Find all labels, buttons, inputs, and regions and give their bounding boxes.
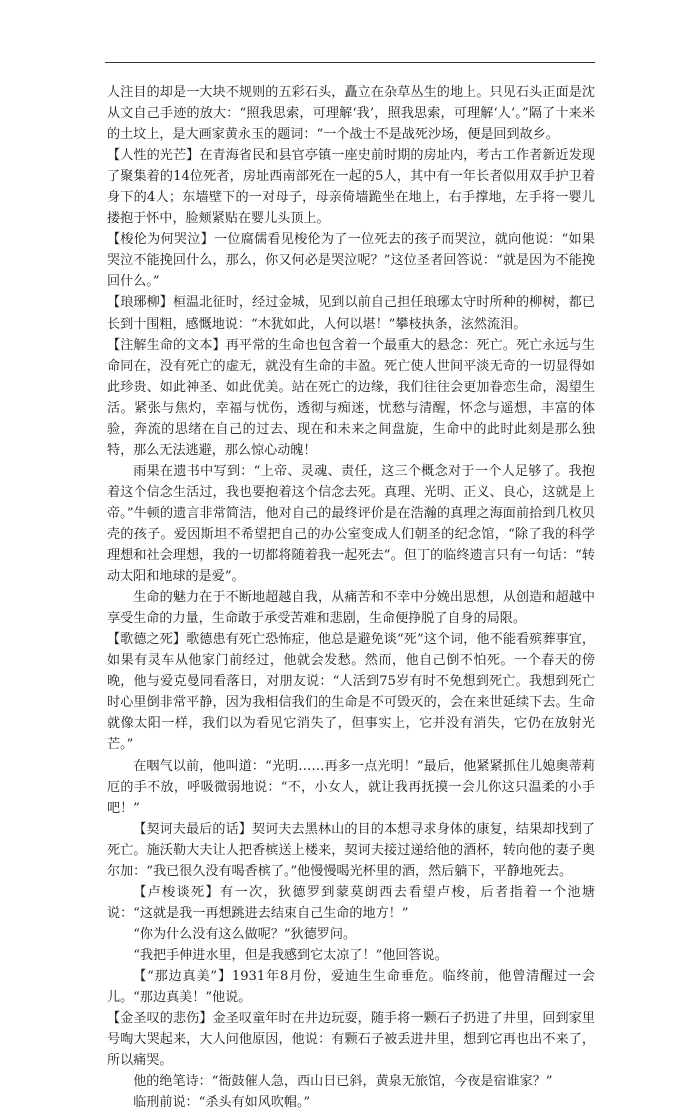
paragraph-langya-willow: 【琅琊柳】桓温北征时，经过金城，见到以前自己担任琅琊太守时所种的柳树，都已长到十围粗，感慨地说：“木犹如此，人何以堪！”攀枝执条，泫然流泪。	[107, 295, 595, 332]
body-text	[107, 82, 595, 1113]
paragraph-execution-words: 临刑前说：“杀头有如风吹帽。”	[133, 1095, 311, 1111]
paragraph-diderot-question: “你为什么没有这么做呢？”狄德罗问。	[133, 926, 357, 942]
paragraph-goethe-last-words: 在咽气以前，他叫道：“光明……再多一点光明！”最后，他紧紧抓住儿媳奥蒂莉厄的手不放，呼吸微弱地说：“不，小女人，就让我再抚摸一会儿你这只温柔的小手吧！”	[107, 758, 595, 816]
paragraph-rousseau-answer: “我把手伸进水里，但是我感到它太凉了！”他回答说。	[133, 947, 448, 963]
paragraph-last-poem: 他的绝笔诗：“衙鼓催人急，西山日已斜，黄泉无旅馆，今夜是宿谁家？”	[133, 1074, 553, 1090]
paragraph-hugo-will: 雨果在遗书中写到：“上帝、灵魂、责任，这三个概念对于一个人足够了。我抱着这个信念生活过，我也要抱着这个信念去死。真理、光明、正义、良心，这就是上帝。”牛顿的遗言非常简洁，他对自己的最终评价是在浩瀚的真理之海面前拾到几枚贝壳的孩子。爱因斯坦不希望把自己的办公室变成人们朝圣的纪念馆，“除了我的科学理想和社会理想，我的一切都将随着我一起死去”。但丁的临终遗言只有一句话：“转动太阳和地球的是爱”。	[107, 463, 595, 585]
paragraph-chekhov: 【契诃夫最后的话】契诃夫去黑林山的目的本想寻求身体的康复，结果却找到了死亡。施沃勒大夫让人把香槟送上楼来，契诃夫接过递给他的酒杯，转向他的妻子奥尔加：“我已很久没有喝香槟了。”他慢慢喝光杯里的酒，然后躺下，平静地死去。	[107, 821, 595, 879]
paragraph-goethe-death: 【歌德之死】歌德患有死亡恐怖症，他总是避免谈“死”这个词，他不能看殡葬事宜，如果有灵车从他家门前经过，他就会发愁。然而，他自己倒不怕死。一个春天的傍晚，他与爱克曼同看落日，对朋友说：“人活到75岁有时不免想到死亡。我想到死亡时心里倒非常平静，因为我相信我们的生命是不可毁灭的，会在来世延续下去。生命就像太阳一样，我们以为看见它消失了，但事实上，它并没有消失，它仍在放射光芒。”	[107, 632, 595, 753]
paragraph-solon-weeping: 【梭伦为何哭泣】一位腐儒看见梭伦为了一位死去的孩子而哭泣，就向他说：“如果哭泣不能挽回什么，那么，你又何必是哭泣呢？”这位圣者回答说：“就是因为不能挽回什么。”	[107, 232, 595, 290]
header-rule	[105, 62, 595, 63]
paragraph-life-charm: 生命的魅力在于不断地超越自我，从痛苦和不幸中分娩出思想，从创造和超越中享受生命的力量，生命敢于承受苦难和悲剧，生命便挣脱了自身的局限。	[107, 590, 595, 627]
paragraph-jin-shengtan: 【金圣叹的悲伤】金圣叹童年时在井边玩耍，随手将一颗石子扔进了井里，回到家里号啕大哭起来，大人问他原因，他说：有颗石子被丢进井里，想到它再也出不来了，所以痛哭。	[107, 1011, 595, 1069]
paragraph-human-light: 【人性的光芒】在青海省民和县官亭镇一座史前时期的房址内，考古工作者新近发现了聚集着的14位死者，房址西南部死在一起的5人，其中有一年长者似用双手护卫着身下的4人；东墙壁下的一对母子，母亲倚墙跪坐在地上，右手撑地，左手将一婴儿搂抱于怀中，脸颊紧贴在婴儿头顶上。	[107, 148, 595, 227]
paragraph-edison: 【“那边真美”】1931年8月份，爱迪生生命垂危。临终前，他曾清醒过一会儿。“那边真美！”他说。	[107, 968, 595, 1006]
paragraph-rousseau: 【卢梭谈死】有一次，狄德罗到蒙莫朗西去看望卢梭，后者指着一个池塘说：“这就是我一再想跳进去结束自己生命的地方！”	[107, 884, 595, 921]
paragraph-life-text: 【注解生命的文本】再平常的生命也包含着一个最重大的悬念：死亡。死亡永远与生命同在，没有死亡的虚无，就没有生命的丰盈。死亡使人世间平淡无奇的一切显得如此珍贵、如此神圣、如此优美。站在死亡的边缘，我们往往会更加眷恋生命，渴望生活。紧张与焦灼，幸福与忧伤，透彻与痴迷，忧愁与清醒，怀念与遥想，丰富的体验，奔流的思绪在自己的过去、现在和未来之间盘旋，生命中的此时此刻是那么独特，那么无法逃避，那么惊心动魄！	[107, 337, 595, 458]
paragraph-stone-inscription: 人注目的却是一大块不规则的五彩石头，矗立在杂草丛生的地上。只见石头正面是沈从文自己手迹的放大：“照我思索，可理解‘我’，照我思索，可理解‘人’。”隔了十来米的土坟上，是大画家黄永玉的题词：“一个战士不是战死沙场，便是回到故乡。	[107, 85, 595, 143]
